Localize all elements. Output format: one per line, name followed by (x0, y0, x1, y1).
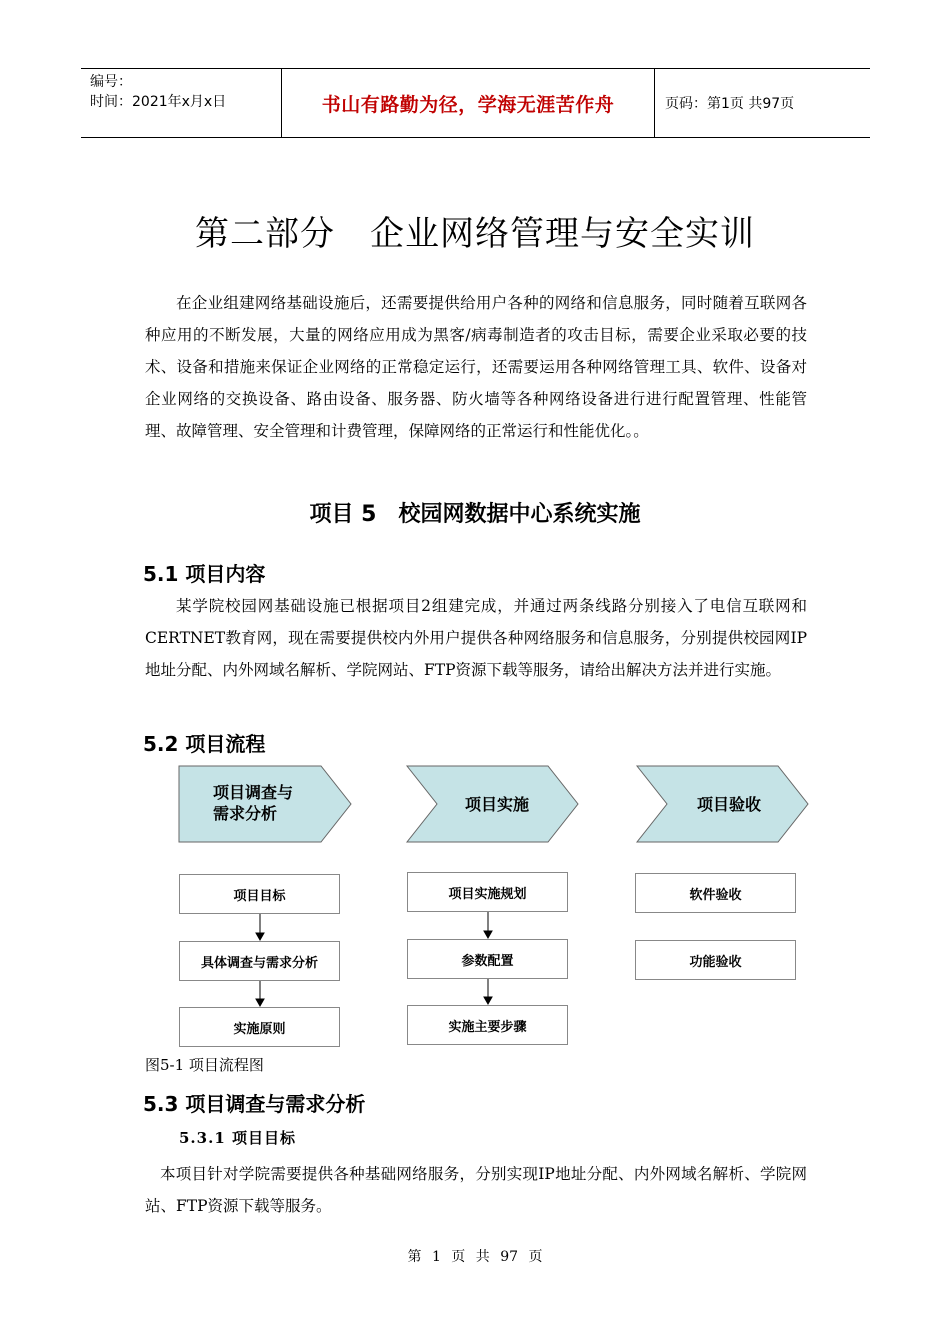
step-box: 参数配置 (407, 939, 568, 979)
section-5-3-1-body: 本项目针对学院需要提供各种基础网络服务，分别实现IP地址分配、内外网域名解析、学院网站、FTP资源下载等服务。 (145, 1165, 807, 1215)
page-code: 页码：第1页 共97页 (665, 96, 795, 112)
step-box: 项目实施规划 (407, 872, 568, 912)
page-footer: 第 1 页 共 97 页 (407, 1249, 543, 1265)
stage-2-label: 项目实施 (465, 795, 530, 814)
header-motto-cell (282, 69, 655, 137)
stage-1-label (213, 782, 293, 824)
stage-3-label: 项目验收 (697, 795, 762, 814)
section-5-1-heading: 5.1 项目内容 (143, 562, 266, 586)
part-title: 第二部分 企业网络管理与安全实训 (195, 214, 755, 254)
figure-caption: 图5-1 项目流程图 (145, 1056, 264, 1074)
intro-paragraph: 在企业组建网络基础设施后，还需要提供给用户各种的网络和信息服务，同时随着互联网各种应用的不断发展，大量的网络应用成为黑客/病毒制造者的攻击目标，需要企业采取必要的技术、设备和措施来保证企业网络的正常稳定运行，还需要运用各种网络管理工具、软件、设备对企业网络的交换设备、路由设备、服务器、防火墙等各种网络设备进行进行配置管理、性能管理、故障管理、安全管理和计费管理，保障网络的正常运行和性能优化。。 (145, 294, 807, 440)
step-box: 项目目标 (179, 874, 340, 914)
serial-label: 编号： (90, 74, 132, 90)
section-5-2-heading: 5.2 项目流程 (143, 732, 266, 756)
time-label: 时间：2021年x月x日 (90, 94, 227, 110)
motto: 书山有路勤为径，学海无涯苦作舟 (321, 93, 615, 116)
step-box: 实施原则 (179, 1007, 340, 1047)
section-5-3-heading: 5.3 项目调查与需求分析 (143, 1092, 366, 1116)
section-5-3-1-heading: 5.3.1 项目目标 (179, 1129, 296, 1147)
step-box: 软件验收 (635, 873, 796, 913)
header-page-cell (655, 69, 870, 137)
header-meta-cell (81, 69, 282, 137)
step-box: 功能验收 (635, 940, 796, 980)
page-header (81, 68, 870, 138)
step-box: 实施主要步骤 (407, 1005, 568, 1045)
stage-1-line2: 需求分析 (213, 804, 278, 823)
section-5-1-body: 某学院校园网基础设施已根据项目2组建完成，并通过两条线路分别接入了电信互联网和CERTNET教育网，现在需要提供校内外用户提供各种网络服务和信息服务，分别提供校园网IP地址分配、内外网域名解析、学院网站、FTP资源下载等服务，请给出解决方法并进行实施。 (145, 597, 807, 679)
stage-1-line1: 项目调查与 (213, 783, 294, 802)
step-box: 具体调查与需求分析 (179, 941, 340, 981)
project-title: 项目 5 校园网数据中心系统实施 (309, 502, 641, 527)
